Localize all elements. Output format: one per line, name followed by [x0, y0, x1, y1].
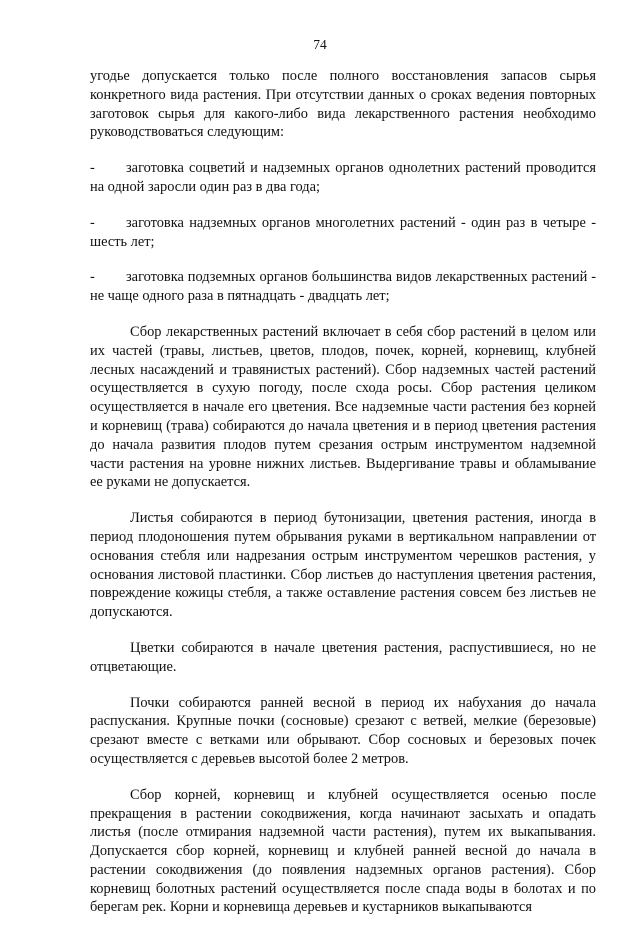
intro-paragraph: угодье допускается только после полного восстановления запасов сырья конкретного вида растения. При отсутствии данных о сроках ведения повторных заготовок сырья для какого-либо вида лекарственного растения необходимо руководствоваться следующим:	[90, 68, 596, 141]
list-item-text: заготовка надземных органов многолетних растений - один раз в четыре - шесть лет;	[90, 214, 596, 250]
page-number: 74	[313, 37, 327, 52]
paragraph-buds: Почки собираются ранней весной в период их набухания до начала распускания. Крупные почки (сосновые) срезают с ветвей, мелкие (березовые) срезают вместе с ветками или обрывают. Сбор сосновых и березовых почек осуществляется с деревьев высотой более 2 метров.	[90, 694, 596, 767]
list-dash: -	[90, 269, 95, 286]
paragraph-collection: Сбор лекарственных растений включает в себя сбор растений в целом или их частей (травы, листьев, цветов, плодов, почек, корней, корневищ, клубней лесных насаждений и травянистых растений). Сбор надземных частей растений осуществляется в сухую погоду, после схода росы. Сбор растения целиком осуществляется в начале его цветения. Все надземные части растения без корней и корневищ (трава) собираются до начала цветения и в период цветения растения до начала развития плодов путем срезания острым инструментом надземной части растения на уровне нижних листьев. Выдергивание травы и обламывание ее руками не допускается.	[90, 323, 596, 491]
list-item	[90, 268, 596, 306]
page-body	[90, 67, 596, 934]
list-item-text: заготовка подземных органов большинства видов лекарственных растений - не чаще одного раза в пятнадцать - двадцать лет;	[90, 269, 596, 305]
list-item-text: заготовка соцветий и надземных органов однолетних растений проводится на одной заросли один раз в два года;	[90, 160, 596, 195]
list-dash: -	[90, 214, 95, 231]
list-item	[90, 214, 596, 252]
paragraph-flowers: Цветки собираются в начале цветения растения, распустившиеся, но не отцветающие.	[90, 639, 596, 675]
paragraph-leaves: Листья собираются в период бутонизации, цветения растения, иногда в период плодоношения путем обрывания руками в вертикальном направлении от основания стебля или надрезания острым инструментом черешков растения, у основания листовой пластинки. Сбор листьев до наступления цветения растения, повреждение кожицы стебля, а также оставление растения совсем без листьев не допускаются.	[90, 510, 596, 621]
list-dash: -	[90, 160, 95, 177]
paragraph-roots: Сбор корней, корневищ и клубней осуществляется осенью после прекращения в растении сокодвижения, когда начинают засыхать и опадать листья (после отмирания надземной части растения), путем их выкапывания. Допускается сбор корней, корневищ и клубней ранней весной до начала в растении сокодвижения (до появления надземных органов растения). Сбор корневищ болотных растений осуществляется после спада воды в болотах и по берегам рек. Корни и корневища деревьев и кустарников выкапываются	[90, 786, 596, 916]
list-item	[90, 159, 596, 197]
